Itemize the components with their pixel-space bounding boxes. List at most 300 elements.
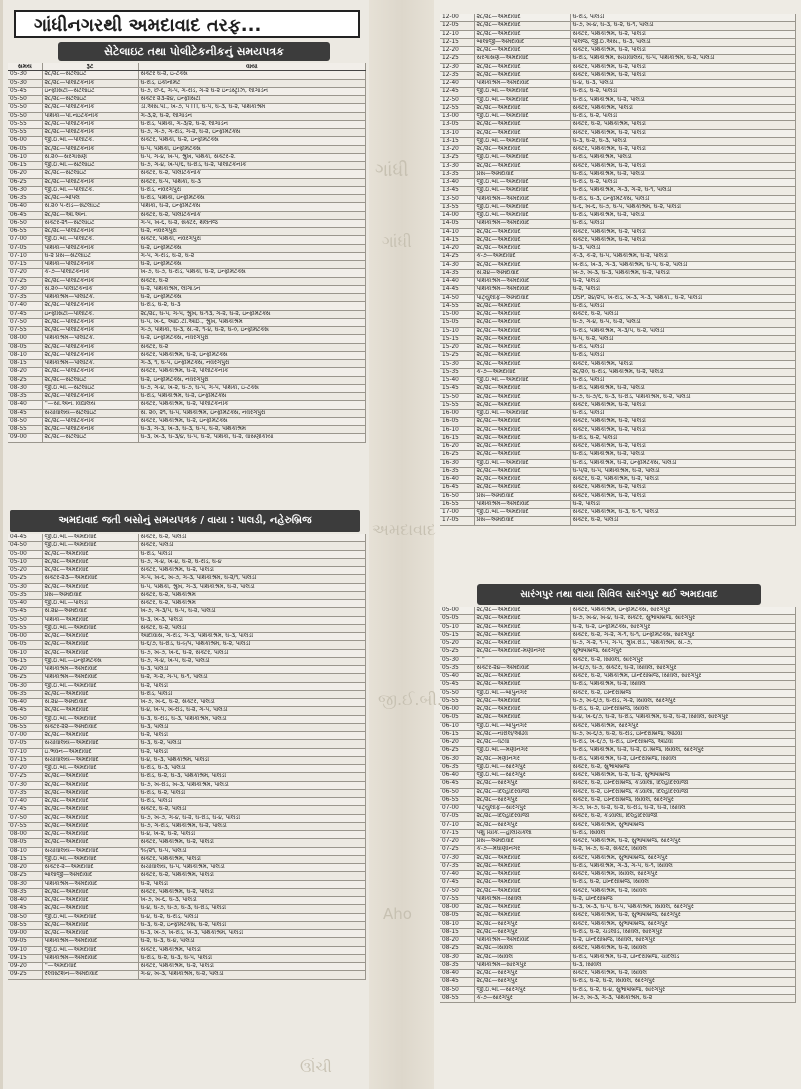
table-row <box>8 814 366 822</box>
route-cell: સચીવાલય—અમદાવાદ <box>42 740 138 748</box>
time-cell: 09-00 <box>8 434 42 442</box>
table-row <box>440 706 796 714</box>
via-cell: ઘ-રોડ, પથિકા, ઇન્ફોમેટેક્સ <box>138 195 366 203</box>
table-row <box>8 781 366 789</box>
time-cell: 13-40 <box>440 179 474 187</box>
route-cell: પથિકાશ્રમ—અમદાવાદ <box>42 880 138 888</box>
via-cell: ઘ-૭, ગ-૪, ખ-૪, ઘ-૨, ઘ-રોડ, ઘ-૪ <box>138 558 366 566</box>
via-cell: ઘ-૫, પથિકા, ઇન્ફોમેટેક્સ <box>138 145 366 153</box>
route-cell: ૨૮/૨૮—અમદાવાદ <box>42 558 138 566</box>
route-cell: ૨૮/૨૮—પોલીટેકનીક <box>42 178 138 186</box>
time-cell: 06-10 <box>440 722 474 730</box>
table-row <box>8 633 366 641</box>
via-cell: ઘ-૨, ઇન્દિરાબ્રિજ, સિવિલ, સારંગપુર <box>570 937 796 945</box>
table-row <box>440 854 796 862</box>
table-row <box>440 195 796 203</box>
via-cell: સેક્ટર, પથિકાશ્રમ, પાલડી <box>138 855 366 863</box>
table-row <box>8 756 366 764</box>
route-cell: ક-૭—સારંગપુર <box>474 994 570 1002</box>
route-cell: ૨૮/૨૮—દિલ્હીદરવાજા <box>474 788 570 796</box>
route-cell: જી.ઈ.બી.—અમદાવાદ <box>42 946 138 954</box>
route-cell: ૨૮/૨૮—બોપલ <box>42 195 138 203</box>
bleed-through-text: ઊંચી <box>300 1058 332 1076</box>
time-cell: 06-15 <box>440 730 474 738</box>
via-cell: સેક્ટર, પથિકાશ્રમ, ઘ-૨, પાલડી <box>138 963 366 971</box>
time-cell: 08-00 <box>8 335 42 343</box>
route-cell: ૨૮/૨૮—સારંગપુર <box>474 796 570 804</box>
route-cell: ૨૮/૨૮—સેટેલાઇટ <box>42 170 138 178</box>
time-cell: 06-55 <box>8 228 42 236</box>
table-row <box>8 855 366 863</box>
time-cell: 05-50 <box>8 104 42 112</box>
time-cell: 05-40 <box>440 673 474 681</box>
route-cell: ૨૮/૨૮—અમદાવાદ <box>474 418 570 426</box>
time-cell: 15-05 <box>440 319 474 327</box>
route-cell: પથિકાશ્રમ—પોલીટેક. <box>42 335 138 343</box>
time-cell: 08-05 <box>8 343 42 351</box>
route-cell: ૨૮/૨૮—અમદાવાદ <box>474 854 570 862</box>
route-cell: જી.ઈ.બી.—પાલડી <box>42 600 138 608</box>
route-cell: ૨૮/૨૮—પોલીટેકનીક <box>42 79 138 87</box>
via-cell: પાલજ, જી.ઈ.એસ., ઘ-૩, પાલડી <box>570 38 796 46</box>
time-cell: 06-05 <box>8 641 42 649</box>
via-cell: સેક્ટર, પથિકાશ્રમ, ઘ-૨, સુભાષબ્રિજ, સારંગપુર <box>570 838 796 846</box>
via-cell: ઘ-૩, ખ-૩, પાલડી <box>138 616 366 624</box>
table-row <box>440 714 796 722</box>
time-cell: 07-00 <box>8 236 42 244</box>
table-row <box>8 913 366 921</box>
time-cell: 07-20 <box>8 269 42 277</box>
via-cell: ઘ-રોડ, પથિકાશ્રમ, સચીવાલય, ઘ-૫, પથિકાશ્રમ, ઘ-૨, પાલડી <box>570 55 796 63</box>
table-row <box>8 666 366 674</box>
via-cell: સેક્ટર ૨૩-૨૪, ઇન્ફોસિટી <box>138 96 366 104</box>
route-cell: જી.ઈ.બી.—અમદાવાદ <box>474 187 570 195</box>
table-row <box>440 476 796 484</box>
via-cell: ઘ-રોડ, પથિકાશ્રમ, ગ-૩, ગ-૨, ઘ-૧, પાલડી <box>570 187 796 195</box>
route-cell: ૨૮/૨૮—અમદાવાદ <box>42 633 138 641</box>
time-cell: 06-35 <box>8 690 42 698</box>
table-row <box>8 384 366 392</box>
via-cell: સેક્ટર, પથિકા, નવરંગપુરા <box>138 236 366 244</box>
route-cell: જી.ઈ.બી.—સેટેલાઇટ <box>42 162 138 170</box>
time-cell: 14-15 <box>440 236 474 244</box>
route-cell: પથિકાશ્રમ—અમદાવાદ <box>474 286 570 294</box>
route-cell: ૨૮/૨૮—અમદાવાદ <box>474 121 570 129</box>
table-row <box>440 170 796 178</box>
via-cell: ઘ-રોડ, પથિકા, ગ-૩/૨, ઘ-૨, લીંગાર્ડન <box>138 120 366 128</box>
time-cell: 07-25 <box>8 277 42 285</box>
via-cell: સેક્ટર, પથિકા, ઘ-૨, ઇન્ફોમેટેક્સ <box>138 137 366 145</box>
table-row <box>440 393 796 401</box>
time-cell: 06-25 <box>440 747 474 755</box>
time-cell: 09-10 <box>8 946 42 954</box>
route-cell: ૨૮/૨૮—અમદાવાદ <box>474 319 570 327</box>
route-cell: જી.ઈ.બી.—સારંગપુર <box>474 763 570 771</box>
via-cell: સેક્ટર, ઘ-૨, પાલડી <box>138 806 366 814</box>
table-row <box>440 368 796 376</box>
time-cell: 15-25 <box>440 352 474 360</box>
via-cell: ૧૯/૨૧, ઘ-૫, પાલડી <box>138 847 366 855</box>
via-cell: સેક્ટર, પથિકાશ્રમ, ઘ-૨, પાલડી <box>570 63 796 71</box>
via-cell: સચીવાલય, ઘ-૫, પથિકાશ્રમ, પાલડી <box>138 864 366 872</box>
via-cell: ઘ-રોડ, પથિકાશ્રમ, ઘ-૨, સિવિલ <box>570 681 796 689</box>
via-cell: સેક્ટર, ઘ-૨, પથિકાશ્રમ <box>138 591 366 599</box>
table-row <box>440 104 796 112</box>
route-cell: પ્રેસ—અમદાવાદ <box>474 170 570 178</box>
route-cell: જી.ઈ.બી.—સેટેલાઇટ <box>42 384 138 392</box>
route-cell: પથિકાશ્રમ—અમદાવાદ <box>42 938 138 946</box>
route-cell: ૨૮/૨૮—અમદાવાદ <box>42 789 138 797</box>
route-cell: સેક્ટર-૨૩—અમદાવાદ <box>42 575 138 583</box>
route-cell: જી.ઈ.બી.—અમદાવાદ <box>474 154 570 162</box>
table-row <box>440 648 796 656</box>
via-cell: સેક્ટર, પથિકાશ્રમ, સુભાષબ્રિજ <box>570 821 796 829</box>
via-cell: ગ-૫, ગ-રોડ, ઘ-૨, ઘ-૨ <box>138 252 366 260</box>
route-cell: પ્રેસ—અમદાવાદ <box>42 591 138 599</box>
via-cell: સેક્ટર, ઘ-૨, પથિકાશ્રમ, પાલડી <box>570 121 796 129</box>
route-cell: જી.ઈ.બી.—અમદાવાદ <box>474 509 570 517</box>
route-cell: ૨૮/૨૮—મણીનગર <box>474 755 570 763</box>
table-row <box>440 846 796 854</box>
via-cell: ઘ-૪, ઘ-૭, ઘ-૭, ઘ-૩, ઘ-રોડ, પાલડી <box>138 905 366 913</box>
table-row <box>440 928 796 936</box>
time-cell: 07-00 <box>440 805 474 813</box>
time-cell: 06-50 <box>8 219 42 227</box>
time-cell: 05-40 <box>8 600 42 608</box>
route-cell: ૨૮/૨૮—અમદાવાદ <box>42 822 138 830</box>
route-cell: જી.ઈ.બી.—અમદાવાદ <box>474 212 570 220</box>
table-row <box>8 351 366 359</box>
timetable-paldi <box>8 534 366 980</box>
via-cell: ઘ-૨, ઘ-૨, ઇન્ફોમેટેક્સ, સારંગપુર <box>570 623 796 631</box>
table-row <box>440 228 796 236</box>
table-row <box>8 674 366 682</box>
table-row <box>8 129 366 137</box>
via-cell: સેક્ટર, પાલડી <box>138 542 366 550</box>
time-cell: 06-50 <box>8 715 42 723</box>
via-cell: સેક્ટર, પથિકાશ્રમ, સારંગપુર <box>570 722 796 730</box>
time-cell: 04-50 <box>8 542 42 550</box>
via-cell: સેક્ટર, પથિકાશ્રમ, ઘ-૨, પાલડી <box>570 71 796 79</box>
via-cell: ઘ-૭, ગ-૪, ખ-૨, ઘ-૭, ઘ-૫, ગ-૫, પથિકા, ઇ-ટેક્સ <box>138 384 366 392</box>
via-cell: ખ-૭, ખ-૩, ઘ-૩, પથિકાશ્રમ, ઘ-૨, પાલડી <box>570 269 796 277</box>
table-row <box>440 30 796 38</box>
table-row <box>440 821 796 829</box>
time-cell: 12-30 <box>440 63 474 71</box>
via-cell: સેક્ટર, પથિકાશ્રમ, પાલડી <box>570 104 796 112</box>
route-cell: જી.ઈ.બી.—અમદાવાદ <box>42 624 138 632</box>
route-cell: ક-૭—અમદાવાદ <box>474 368 570 376</box>
section-banner-sarangpur: સારંગપુર તથા વાયા સિવિલ સારંગપુર થઈ અમદાવાદ <box>477 584 761 605</box>
via-cell: ઘ-૨, ઘ-૩, ઘ-૪, પાલડી <box>138 938 366 946</box>
time-cell: 07-55 <box>8 822 42 830</box>
via-cell: સેક્ટર, ઘ-૨ <box>138 343 366 351</box>
table-row <box>8 211 366 219</box>
via-cell: ઘ-રોડ, પથિકાશ્રમ, ઘ-૨, પાલડી <box>570 96 796 104</box>
time-cell: 06-40 <box>8 699 42 707</box>
time-cell: 05-55 <box>8 129 42 137</box>
time-cell: 05-50 <box>440 689 474 697</box>
time-cell: 07-20 <box>8 765 42 773</box>
time-cell: 13-10 <box>440 129 474 137</box>
via-cell: ઘ-રોડ, પથિકાશ્રમ, ઘ-૨, પાલડી <box>570 385 796 393</box>
route-cell: ૨૮/૨૮—અમદાવાદ <box>42 641 138 649</box>
table-row <box>440 311 796 319</box>
via-cell: DSP, ૨૪/૨૫, ખ-રોડ, ખ-૩, ગ-૩, પથિકા., ઘ-૨, પાલડી <box>570 294 796 302</box>
route-cell: ૨૮/૨૮—અમદાવાદ <box>42 707 138 715</box>
table-row <box>8 773 366 781</box>
time-cell: 16-55 <box>440 500 474 508</box>
via-cell: ઘ-૭, છ-૬, ગ-૫, ગ-રોડ, ગ-૨ ઘ-૨ ઇન્ડસ્ટ્રીઝ, લીંગાર્ડન <box>138 87 366 95</box>
table-row <box>440 63 796 71</box>
time-cell: 12-00 <box>440 14 474 22</box>
table-row <box>440 739 796 747</box>
time-cell: 07-40 <box>8 798 42 806</box>
route-cell: જી.ઈ.બી.—સારંગપુર <box>474 986 570 994</box>
time-cell: 08-45 <box>8 409 42 417</box>
table-row <box>440 360 796 368</box>
via-cell: સેક્ટર, ઘ-૨, ઇન્દિરાબ્રિજ, સિવિલ, સારંગપુર <box>570 796 796 804</box>
time-cell: 15-00 <box>440 311 474 319</box>
table-row <box>440 492 796 500</box>
time-cell: 08-45 <box>440 978 474 986</box>
route-cell: ૨૮/૨૮—પોલીટેકનીક <box>42 417 138 425</box>
via-cell: ગ-૫, ખ-૬, ઘ-૨, સેક્ટર, થલતેજ <box>138 219 366 227</box>
time-cell: 13-20 <box>440 146 474 154</box>
via-cell: સેક્ટર, પથિકાશ્રમ, ઘ-૨, પાલડી <box>570 426 796 434</box>
route-cell: સેક્ટર-૨૨—અમદાવાદ <box>42 723 138 731</box>
table-row <box>440 961 796 969</box>
via-cell: સેક્ટર, પથિકાશ્રમ, પાલડી <box>570 360 796 368</box>
via-cell: ઘ-૪, ઘ-૩, પાલડી <box>570 80 796 88</box>
via-cell: ઘ-૪, ઘ-૨, ઘ-રોડ, પાલડી <box>138 913 366 921</box>
route-cell: ૨૮/૨૮—અમદાવાદ <box>42 773 138 781</box>
table-row <box>440 763 796 771</box>
time-cell: 08-50 <box>8 417 42 425</box>
table-row <box>8 195 366 203</box>
route-cell: ''—અમદાવાદ <box>42 963 138 971</box>
via-cell: ઘ-૭, ગ-૭, ગ-રોડ, ગ-૨, ઘ-૨, ઇન્ફોમેટેક્સ <box>138 129 366 137</box>
via-cell: ઘ-રોડ, પાલડી <box>138 798 366 806</box>
table-row <box>440 879 796 887</box>
table-row <box>8 153 366 161</box>
time-cell: 06-00 <box>440 706 474 714</box>
route-cell: ૨૮/૨૮—અમદાવાદ <box>474 245 570 253</box>
time-cell: 07-45 <box>8 806 42 814</box>
table-row <box>440 887 796 895</box>
route-cell: સે.૨૪—અમદાવાદ <box>42 699 138 707</box>
table-row <box>8 872 366 880</box>
time-cell: 14-25 <box>440 253 474 261</box>
route-cell: ૨૮/૨૮—અમદાવાદ <box>42 690 138 698</box>
table-row <box>8 567 366 575</box>
table-row <box>8 360 366 368</box>
table-row <box>440 212 796 220</box>
time-cell: 07-30 <box>8 781 42 789</box>
time-cell: 09-05 <box>8 938 42 946</box>
route-cell: ૨૮/૨૮—સેટેલાઇટ <box>42 96 138 104</box>
via-cell: સેક્ટર, પથિકાશ્રમ, ઘ-૨, ઇન્ફોમેટેક્સ <box>138 417 366 425</box>
table-row <box>8 946 366 954</box>
route-cell: સેક્ટર-૨—અમદાવાદ <box>42 864 138 872</box>
via-cell: સેક્ટર, ઘ-૨, પોલીટેકનીક <box>138 211 366 219</box>
via-cell: ઘ-૭, ખ-૬/૭, ઘ-૨, ઘ-રોડ, ઇન્દિરાબ્રિજ, ઓઢવી <box>570 730 796 738</box>
route-cell: ૨૮/૨૮—અમદાવાદ <box>42 781 138 789</box>
route-cell: ૨૮/૨૮—અમદાવાદ <box>474 335 570 343</box>
time-cell: 16-40 <box>440 476 474 484</box>
route-cell: ૨૮/૨૮—અમદાવાદ <box>474 879 570 887</box>
time-cell: 13-30 <box>440 162 474 170</box>
table-row <box>8 938 366 946</box>
via-cell: સેક્ટર, ઘ-૨ <box>138 277 366 285</box>
time-cell: 05-25 <box>440 648 474 656</box>
table-row <box>8 888 366 896</box>
time-cell: 12-45 <box>440 88 474 96</box>
via-cell: ઘ-૩, પાલડી <box>138 723 366 731</box>
route-cell: ૨૮/૨૮—સારંગપુર <box>474 978 570 986</box>
route-cell: ૨૮/૨૮—અમદાવાદ <box>474 393 570 401</box>
route-cell: ૨૮/૨૮—પોલીટેકનીક <box>42 129 138 137</box>
via-cell: ખ-૭, ખ-૬, ઘ-૨, સેક્ટર, પાલડી <box>138 699 366 707</box>
route-cell: ૨૮/૨૮—સારંગપુર <box>474 920 570 928</box>
table-row <box>8 558 366 566</box>
via-cell: ઘ-૨, ગ-૨, ગ-૫, ઘ-૧, પાલડી <box>138 674 366 682</box>
route-cell: ઇન્ફોસિટી—સેટેલાઇટ <box>42 87 138 95</box>
via-cell: ઘ-રોડ, પથિકાશ્રમ, ઘ-૨, પાલડી <box>570 170 796 178</box>
time-cell: 12-50 <box>440 96 474 104</box>
time-cell: 08-25 <box>440 945 474 953</box>
route-cell: પથિકાશ્રમ—અમદાવાદ <box>42 954 138 962</box>
time-cell: 13-00 <box>440 113 474 121</box>
time-cell: 12-10 <box>440 30 474 38</box>
via-cell: ઘ-૩, ઘ-૨, ઘ-૩, પાલડી <box>570 137 796 145</box>
via-cell: ઘ-રોડ, ઘ-૩, પાલડી <box>138 765 366 773</box>
time-cell: 08-20 <box>8 864 42 872</box>
route-cell: ૨૮/૨૮—અમદાવાદ <box>474 360 570 368</box>
time-cell: 12-35 <box>440 71 474 79</box>
table-row <box>440 22 796 30</box>
time-cell: 05-20 <box>8 567 42 575</box>
route-cell: ક-૭—પોલીટેકનીક <box>42 269 138 277</box>
via-cell: ઘ-૭, ગ-૨, ૧-૫, ગ-૫, શ્રુખ.રોડ., પથિકાશ્રમ, સે.-૭, <box>570 640 796 648</box>
time-cell: 07-35 <box>8 294 42 302</box>
table-row <box>8 616 366 624</box>
via-cell: ખ-૭, ઘ-૭, ઘ-રોડ, પથિકા, ઘ-૨, ઇન્ફોમેટેક્સ <box>138 269 366 277</box>
table-row <box>440 236 796 244</box>
via-cell: ઘ-૪, ઘ-૩, પથિકાશ્રમ, પાલડી <box>138 756 366 764</box>
via-cell: ઘ-૭, ખ-૪, ઘ-૩, ઘ-૨, ઘ-૧, પાલડી <box>570 22 796 30</box>
table-row <box>440 509 796 517</box>
via-cell: સેક્ટર, પથિકાશ્રમ, ઘ-૨, ઇન્ફોમેટેક્સ <box>138 351 366 359</box>
time-cell: 06-10 <box>8 649 42 657</box>
route-cell: જી.ઈ.બી.—અમદાવાદ <box>42 855 138 863</box>
time-cell: 06-30 <box>8 682 42 690</box>
via-cell: ઘ-રોડ, ઘ-૨, ઘ-૩, પથિકાશ્રમ, પાલડી <box>138 773 366 781</box>
table-row <box>8 71 366 79</box>
via-cell: સેક્ટર, પથિકાશ્રમ, ઘ-૨, પાલડી <box>570 401 796 409</box>
via-cell: સેક્ટર, ઘ-૨, ગ-૨, ગ-૧, ઘ-૧, ઇન્ફોમેટેક્સ, સારંગપુર <box>570 631 796 639</box>
route-cell: ૨૮/૨૮—પોલીટેકનીક <box>42 120 138 128</box>
route-cell: ૨૮/૨૮—સેટેલાઇટ <box>42 71 138 79</box>
table-row <box>440 697 796 705</box>
via-cell: સેક્ટર, પથિકાશ્રમ, ઘ-૨, પાલડી <box>570 129 796 137</box>
table-row <box>440 607 796 615</box>
route-cell: ૨૮/૨૮—અમદાવાદ <box>474 129 570 137</box>
time-cell: 15-40 <box>440 377 474 385</box>
via-cell: ઘ-૩, ઘ-૨, પાલડી <box>138 740 366 748</box>
via-cell: ઘ-૭, ખ-૭, ગ-૪, ઘ-૨, ઘ-રોડ, ઘ-૪, પાલડી <box>138 814 366 822</box>
route-cell: ૨૮/૨૮—અમદાવાદ <box>474 451 570 459</box>
via-cell: ઘ-રોડ, પાલડી <box>570 302 796 310</box>
time-cell: 15-55 <box>440 401 474 409</box>
route-cell: ૨૮/૨૮—ઓ.એન. <box>42 211 138 219</box>
route-cell: ૨૮/૨૮—પોલીટેકનીક <box>42 104 138 112</box>
table-row <box>440 269 796 277</box>
time-cell: 14-30 <box>440 261 474 269</box>
table-row <box>8 723 366 731</box>
route-cell: જી.ઈ.બી.—ઇન્ફોમેટેક્સ <box>42 657 138 665</box>
via-cell: ઘ-૩, ગ-૩, ખ-૩, ઘ-૩, ઘ-૫, ઘ-૨, પથિકાશ્રમ <box>138 426 366 434</box>
route-cell: ૨૮/૨૮—અમદાવાદ <box>474 228 570 236</box>
table-row <box>440 220 796 228</box>
time-cell: 06-00 <box>8 137 42 145</box>
via-cell: ઘ-૩, ખ-૭, ખ-રોડ, ખ-૩, પથિકાશ્રમ, પાલડી <box>138 930 366 938</box>
route-cell: જી.ઈ.બી.—અમદાવાદ <box>474 410 570 418</box>
route-cell: જી.ઈ.બી.—સારંગપુર <box>474 772 570 780</box>
via-cell: ઘ-૭, ખ-૭, ખ-૬, ઘ-૨, સેક્ટર, પાલડી <box>138 649 366 657</box>
via-cell: સેક્ટર, ઘ-૨, પાલડી <box>570 311 796 319</box>
route-cell: પથિકા—પી.નઇટેકનીક <box>42 112 138 120</box>
route-cell: ૨૮/૨૮—વટવા <box>474 739 570 747</box>
time-cell: 06-15 <box>8 162 42 170</box>
time-cell: 08-15 <box>440 928 474 936</box>
via-cell: ઘ-૭, ખ-રોડ, ખ-૩, પથિકાશ્રમ, પાલડી <box>138 781 366 789</box>
table-row <box>8 657 366 665</box>
via-cell: સેક્ટર, પથિકાશ્રમ, ઘ-૩, ઘ-૧, પાલડી <box>570 509 796 517</box>
table-row <box>8 162 366 170</box>
route-cell: પાટ્યુલીફ—અમદાવાદ <box>474 294 570 302</box>
table-row <box>440 838 796 846</box>
route-cell: ૨૮/૨૮—અમદાવાદ <box>474 63 570 71</box>
route-cell: પથિકાશ્રમ—અમદાવાદ <box>42 674 138 682</box>
table-row <box>8 839 366 847</box>
time-cell: 06-40 <box>440 772 474 780</box>
via-cell: ઘ-૨, પાલડી <box>138 748 366 756</box>
table-row <box>8 417 366 425</box>
via-cell: સેક્ટર, પથિકાશ્રમ, ઘ-૨, પાલડી <box>570 47 796 55</box>
time-cell: 12-55 <box>440 104 474 112</box>
time-cell: 05-30 <box>8 79 42 87</box>
table-row <box>8 285 366 293</box>
table-row <box>440 146 796 154</box>
route-cell: ૨૮/૨૮—અમદાવાદ <box>474 714 570 722</box>
table-row <box>8 244 366 252</box>
via-cell: ઘ-રોડ, ઘ-૨, પાલડી <box>570 179 796 187</box>
table-row <box>440 780 796 788</box>
route-cell: ૨૮/૨૮—પોલીટેકનીક <box>42 327 138 335</box>
timetable-sarangpur <box>440 607 796 1003</box>
time-cell: 16-35 <box>440 467 474 475</box>
header-route: રૂટ <box>42 63 138 71</box>
route-cell: ૨૮/૨૮—અમદાવાદ <box>474 352 570 360</box>
table-row <box>8 822 366 830</box>
table-row <box>8 798 366 806</box>
time-cell: 06-20 <box>440 739 474 747</box>
table-row <box>440 805 796 813</box>
table-row <box>440 434 796 442</box>
time-cell: 07-25 <box>440 846 474 854</box>
time-cell: 14-45 <box>440 286 474 294</box>
